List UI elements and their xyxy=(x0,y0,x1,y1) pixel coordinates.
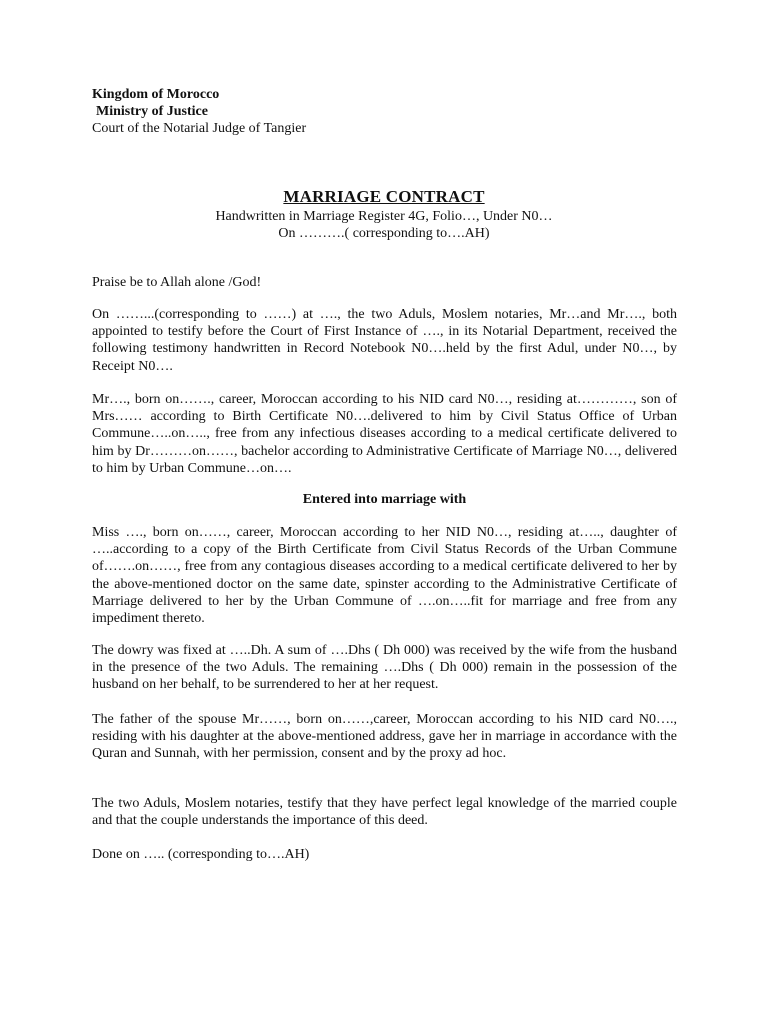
praise-text: Praise be to Allah alone /God! xyxy=(92,275,262,290)
done-text: Done on ….. (corresponding to….AH) xyxy=(92,847,310,862)
paragraph-text: The father of the spouse Mr……, born on……,career, Moroccan according to his NID card N0…., residing with his daughter at the above-mentioned address, gave her in marriage in accordance with the Quran and Sunnah, with her permission, consent and by the proxy ad hoc. xyxy=(92,712,677,762)
date-line: On ……….( corresponding to….AH) xyxy=(278,226,490,241)
paragraph-testimony xyxy=(92,306,677,375)
paragraph-text: The dowry was fixed at …..Dh. A sum of ….Dhs ( Dh 000) was received by the wife from the husband in the presence of the two Aduls. The remaining ….Dhs ( Dh 000) remain in the possession of the husband on her behalf, to be surrendered to her at her request. xyxy=(92,643,677,693)
paragraph-text: Mr…., born on……., career, Moroccan according to his NID card N0…, residing at…………, son of Mrs…… according to Birth Certificate N0….delivered to him by Civil Status Office of Urban Commune…..on….., free from any infectious diseases according to a medical certificate delivered to him by Dr………on……, bachelor according to Administrative Certificate of Marriage N0…, delivered to him by Urban Commune…on…. xyxy=(92,392,677,476)
entered-text: Entered into marriage with xyxy=(302,492,467,507)
done-line xyxy=(92,846,677,863)
paragraph-text: The two Aduls, Moslem notaries, testify that they have perfect legal knowledge of the married couple and that the couple understands the importance of this deed. xyxy=(92,796,677,829)
ministry-heading: Ministry of Justice xyxy=(96,104,208,119)
entered-heading xyxy=(92,491,677,508)
paragraph-wife xyxy=(92,524,677,627)
kingdom-heading: Kingdom of Morocco xyxy=(92,87,220,102)
paragraph-father xyxy=(92,711,677,763)
paragraph-text: Miss …., born on……, career, Moroccan according to her NID N0…, residing at….., daughter of …..according to a copy of the Birth Certificate from Civil Status Records of the Urban Commune of…….on……, free from any contagious diseases according to a medical certificate delivered to her by the above-mentioned doctor on the same date, spinster according to the Administrative Certificate of Marriage delivered to her by the Urban Commune of ….on…..fit for marriage and free from any impediment thereto. xyxy=(92,525,677,627)
paragraph-text: On ……...(corresponding to ……) at …., the two Aduls, Moslem notaries, Mr…and Mr…., both appointed to testify before the Court of First Instance of …., in its Notarial Department, received the following testimony handwritten in Record Notebook N0….held by the first Adul, under N0…, by Receipt N0…. xyxy=(92,307,677,374)
praise-line xyxy=(92,274,677,291)
paragraph-husband xyxy=(92,391,677,477)
document-title: MARRIAGE CONTRACT xyxy=(283,187,485,206)
paragraph-testify xyxy=(92,795,677,829)
paragraph-dowry xyxy=(92,642,677,694)
court-heading: Court of the Notarial Judge of Tangier xyxy=(92,121,307,136)
title-block xyxy=(0,186,768,242)
register-line: Handwritten in Marriage Register 4G, Folio…, Under N0… xyxy=(215,209,553,224)
document-header xyxy=(92,86,306,137)
